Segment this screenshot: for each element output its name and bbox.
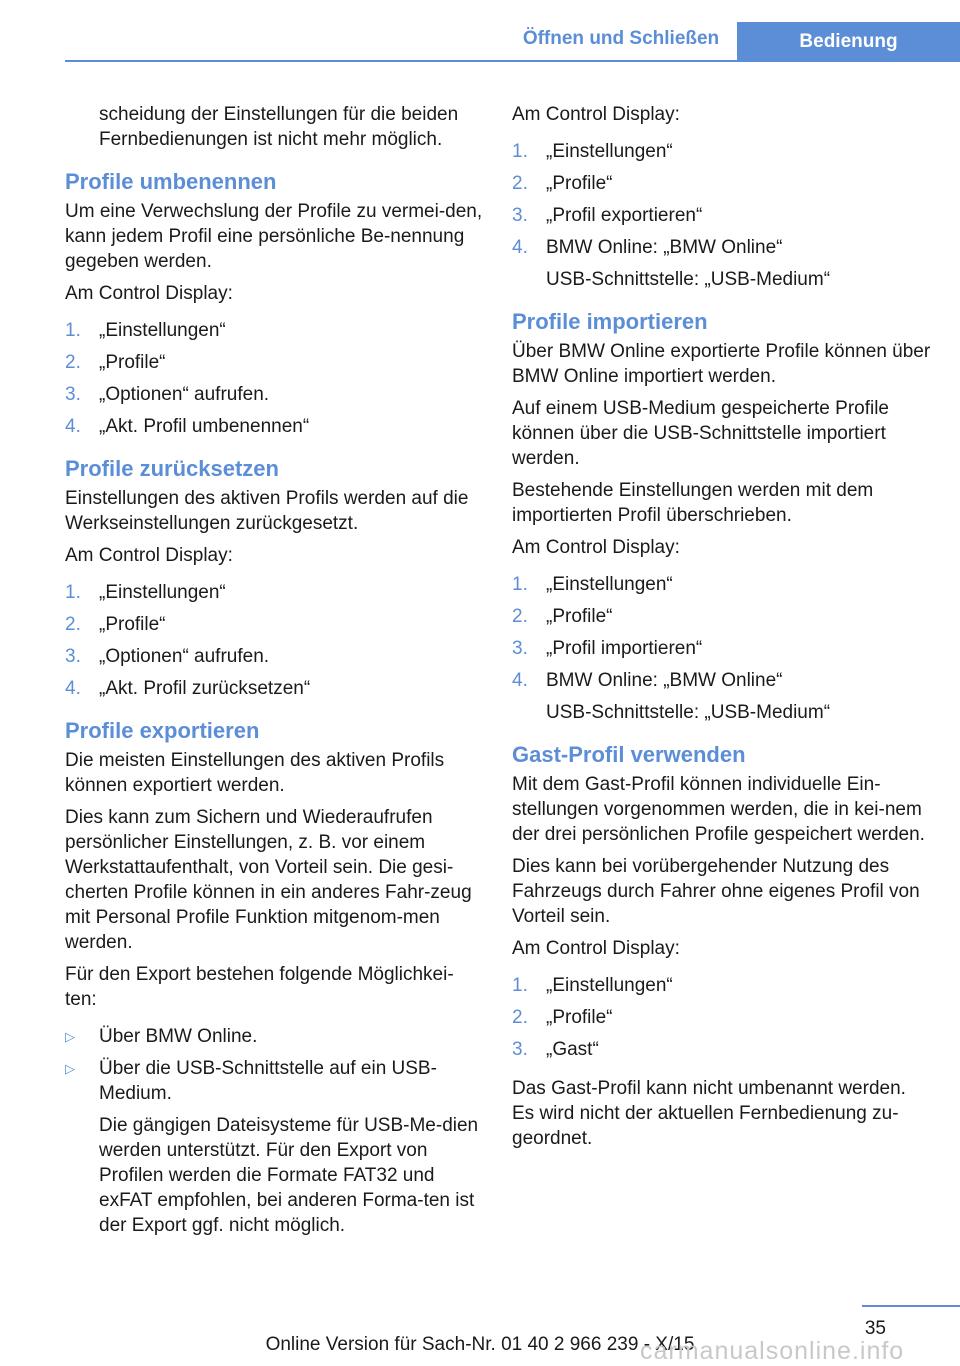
list-item	[512, 604, 932, 629]
option-text: Über BMW Online.	[99, 1026, 258, 1047]
list-item	[512, 973, 932, 998]
list-item	[512, 139, 932, 164]
guest-display-label: Am Control Display:	[512, 938, 680, 959]
list-item	[65, 580, 485, 605]
step-number: 4.	[65, 678, 81, 699]
triangle-bullet-icon: ▷	[65, 1029, 75, 1044]
heading-guest: Gast-Profil verwenden	[512, 742, 746, 767]
step-text: „Profile“	[546, 1007, 613, 1028]
step-number: 3.	[65, 384, 81, 405]
step-number: 1.	[512, 975, 528, 996]
header-section-title: Öffnen und Schließen	[522, 28, 720, 49]
option-text: Über die USB-Schnittstelle auf ein USB-Medium.	[99, 1058, 437, 1104]
import-steps	[512, 572, 932, 725]
import-text-2: Auf einem USB-Medium gespeicherte Profile können über die USB-Schnittstelle importiert werden.	[512, 398, 890, 469]
step-text: „Akt. Profil umbenennen“	[99, 416, 310, 437]
list-item	[512, 1037, 932, 1062]
list-item	[65, 644, 485, 669]
export-options	[65, 1024, 485, 1238]
step-text: „Profile“	[99, 352, 166, 373]
heading-rename: Profile umbenennen	[65, 169, 277, 194]
left-column	[65, 102, 485, 1252]
export-steps	[512, 139, 932, 292]
step-number: 1.	[512, 574, 528, 595]
heading-export: Profile exportieren	[65, 718, 260, 743]
list-item	[65, 676, 485, 701]
step-number: 1.	[512, 141, 528, 162]
rename-text: Um eine Verwechslung der Profile zu vermei-den, kann jedem Profil eine persönliche Be-nennung gegeben werden.	[65, 201, 483, 272]
option-block	[99, 1056, 485, 1238]
list-item	[65, 1056, 485, 1238]
step-text: „Einstellungen“	[99, 320, 226, 341]
step-number: 3.	[512, 205, 528, 226]
rename-steps	[65, 318, 485, 439]
step-number: 1.	[65, 320, 81, 341]
list-item	[65, 382, 485, 407]
list-item	[512, 203, 932, 228]
intro-text: scheidung der Einstellungen für die beiden Fernbedienungen ist nicht mehr möglich.	[99, 104, 459, 150]
step-text: „Profil importieren“	[546, 638, 703, 659]
heading-import: Profile importieren	[512, 309, 708, 334]
step-text: „Gast“	[546, 1039, 599, 1060]
footer-text: Online Version für Sach-Nr. 01 40 2 966 239 - X/15	[265, 1334, 695, 1355]
list-item	[512, 171, 932, 196]
step-text: „Einstellungen“	[546, 574, 673, 595]
page-number: 35	[864, 1318, 886, 1339]
step-text: „Profil exportieren“	[546, 205, 703, 226]
list-item	[512, 668, 932, 725]
step-text: „Akt. Profil zurücksetzen“	[99, 678, 311, 699]
step-number: 1.	[65, 582, 81, 603]
step-sub-text: USB-Schnittstelle: „USB-Medium“	[546, 702, 831, 723]
step-number: 2.	[512, 1007, 528, 1028]
list-item	[512, 572, 932, 597]
right-column	[512, 102, 932, 1158]
list-item	[65, 318, 485, 343]
list-item	[65, 414, 485, 439]
step-sub-text: USB-Schnittstelle: „USB-Medium“	[546, 269, 831, 290]
import-text-1: Über BMW Online exportierte Profile können über BMW Online importiert werden.	[512, 341, 931, 387]
step-text: „Profile“	[99, 614, 166, 635]
import-text-3: Bestehende Einstellungen werden mit dem importierten Profil überschrieben.	[512, 480, 874, 526]
step-text: BMW Online: „BMW Online“	[546, 237, 783, 258]
step-text: „Optionen“ aufrufen.	[99, 384, 270, 405]
list-item	[512, 235, 932, 292]
step-number: 4.	[512, 670, 528, 691]
step-number: 3.	[65, 646, 81, 667]
footer-rule	[862, 1305, 960, 1307]
export-text-1: Die meisten Einstellungen des aktiven Profils können exportiert werden.	[65, 750, 445, 796]
step-block	[546, 235, 932, 292]
guest-text-3: Das Gast-Profil kann nicht umbenannt werden. Es wird nicht der aktuellen Fernbedienung zu-geordnet.	[512, 1078, 906, 1149]
guest-text-1: Mit dem Gast-Profil können individuelle Ein-stellungen vorgenommen werden, die in kei-nem der drei persönlichen Profile gespeichert werden.	[512, 774, 925, 845]
guest-text-2: Dies kann bei vorübergehender Nutzung des Fahrzeugs durch Fahrer ohne eigenes Profil von Vorteil sein.	[512, 856, 920, 927]
reset-steps	[65, 580, 485, 701]
step-text: „Optionen“ aufrufen.	[99, 646, 270, 667]
option-note: Die gängigen Dateisysteme für USB-Me-dien werden unterstützt. Für den Export von Profilen werden die Formate FAT32 und exFAT empfohlen, bei anderen Forma-ten ist der Export ggf. nicht möglich.	[99, 1115, 479, 1236]
step-text: „Einstellungen“	[546, 141, 673, 162]
step-number: 4.	[65, 416, 81, 437]
list-item	[65, 1024, 485, 1049]
reset-text: Einstellungen des aktiven Profils werden auf die Werkseinstellungen zurückgesetzt.	[65, 488, 469, 534]
step-number: 4.	[512, 237, 528, 258]
export-display-label: Am Control Display:	[512, 104, 680, 125]
watermark: carmanualsonline.info	[640, 1337, 905, 1365]
step-block	[546, 668, 932, 725]
list-item	[65, 612, 485, 637]
heading-reset: Profile zurücksetzen	[65, 456, 279, 481]
step-text: BMW Online: „BMW Online“	[546, 670, 783, 691]
header-chapter-tab: Bedienung	[737, 22, 960, 62]
step-number: 2.	[512, 606, 528, 627]
list-item	[65, 350, 485, 375]
step-number: 2.	[65, 352, 81, 373]
list-item	[512, 636, 932, 661]
step-text: „Einstellungen“	[546, 975, 673, 996]
triangle-bullet-icon: ▷	[65, 1061, 75, 1076]
step-number: 3.	[512, 638, 528, 659]
import-display-label: Am Control Display:	[512, 537, 680, 558]
step-text: „Profile“	[546, 606, 613, 627]
list-item	[512, 1005, 932, 1030]
step-number: 3.	[512, 1039, 528, 1060]
rename-display-label: Am Control Display:	[65, 283, 233, 304]
guest-steps	[512, 973, 932, 1062]
step-number: 2.	[512, 173, 528, 194]
export-text-3: Für den Export bestehen folgende Möglichkei-ten:	[65, 964, 454, 1010]
step-text: „Profile“	[546, 173, 613, 194]
step-text: „Einstellungen“	[99, 582, 226, 603]
export-text-2: Dies kann zum Sichern und Wiederaufrufen persönlicher Einstellungen, z. B. vor einem Werkstattaufenthalt, von Vorteil sein. Die gesi-cherten Profile können in ein anderes Fahr-zeug mit Personal Profile Funktion mitgenom-men werden.	[65, 807, 472, 953]
step-number: 2.	[65, 614, 81, 635]
reset-display-label: Am Control Display:	[65, 545, 233, 566]
